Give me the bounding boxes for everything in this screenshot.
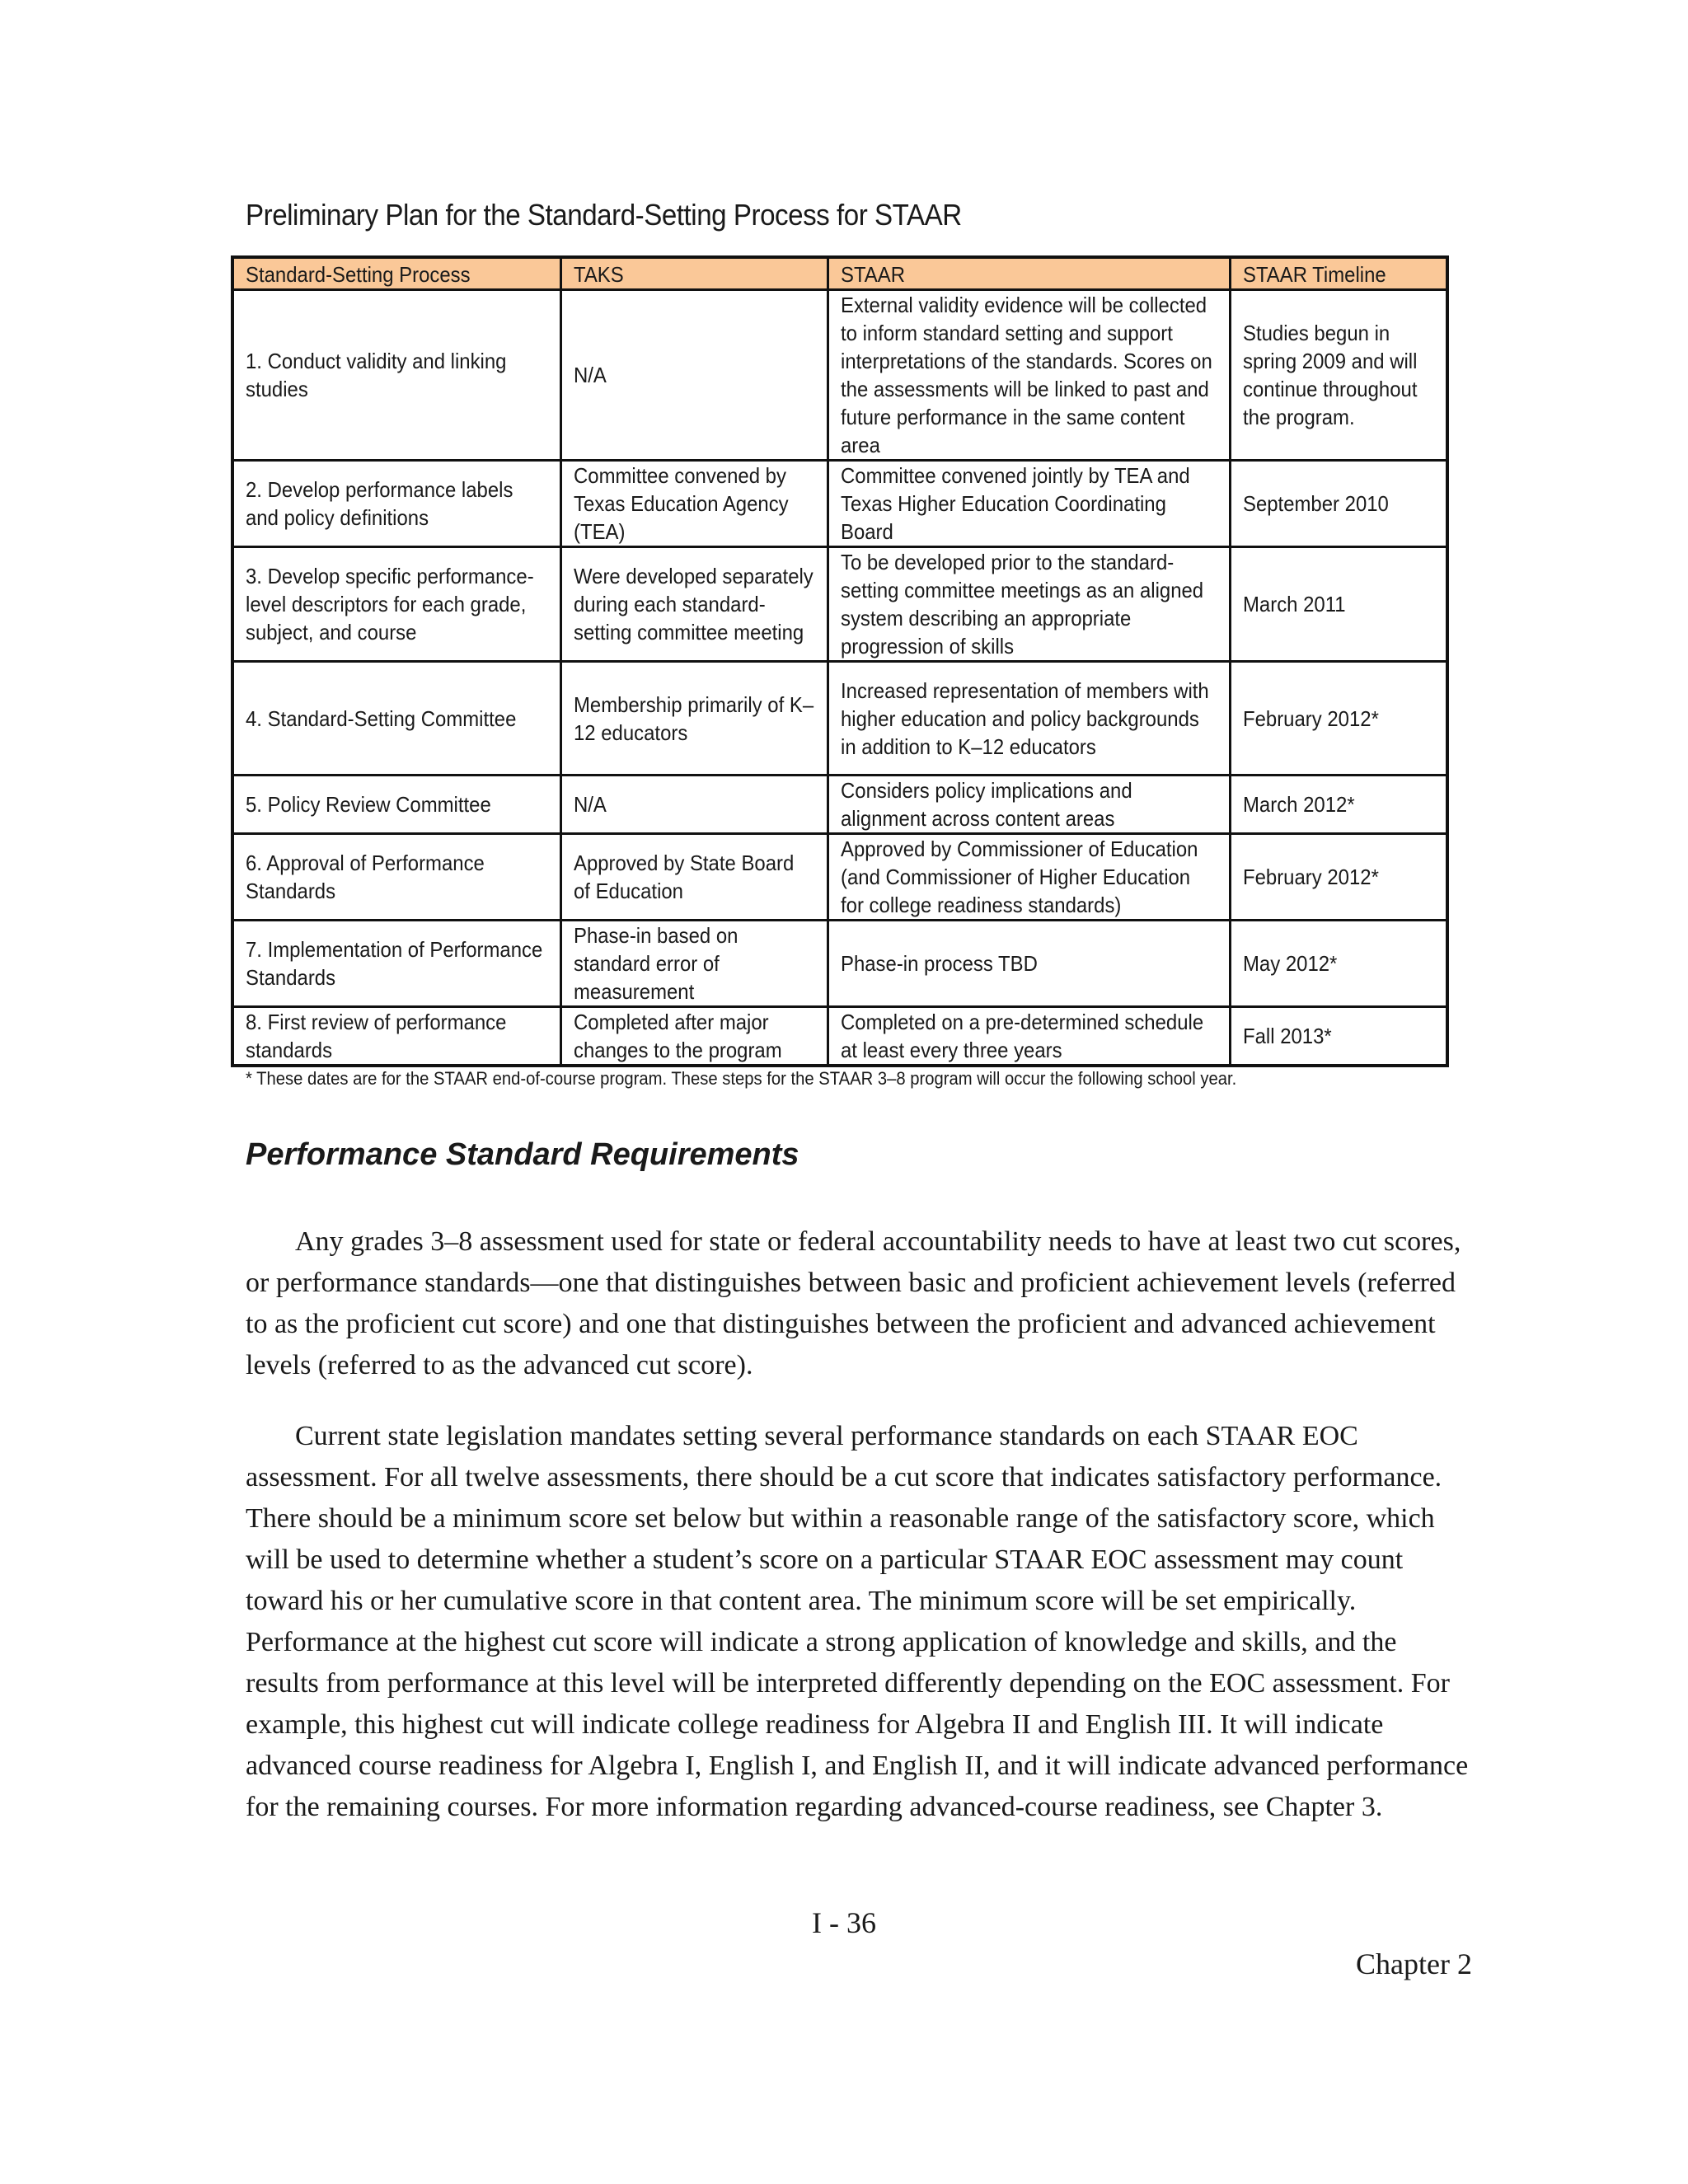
cell-taks: Committee convened by Texas Education Agency (TEA): [560, 461, 828, 547]
cell-taks: N/A: [560, 776, 828, 834]
body-paragraph: Any grades 3–8 assessment used for state or federal accountability needs to have at least two cut scores, or performance standards—one that distinguishes between basic and proficient achievement levels (referred to as the proficient cut score) and one that distinguishes between the proficient and advanced achievement levels (referred to as the advanced cut score).: [246, 1226, 1461, 1380]
table-row: [232, 461, 1447, 547]
cell-process: 4. Standard-Setting Committee: [232, 662, 560, 776]
section-heading: Performance Standard Requirements: [246, 1137, 799, 1172]
cell-timeline: March 2012*: [1230, 776, 1447, 834]
cell-timeline: Fall 2013*: [1230, 1007, 1447, 1066]
cell-staar: Approved by Commissioner of Education (and Commissioner of Higher Education for college readiness standards): [828, 834, 1230, 921]
chapter-label: Chapter 2: [1356, 1947, 1472, 1980]
table-row: [232, 662, 1447, 776]
table-title: Preliminary Plan for the Standard-Setting Process for STAAR: [246, 198, 962, 232]
cell-timeline: March 2011: [1230, 547, 1447, 662]
cell-timeline: February 2012*: [1230, 662, 1447, 776]
table-row: [232, 1007, 1447, 1066]
cell-taks: Membership primarily of K–12 educators: [560, 662, 828, 776]
cell-timeline: February 2012*: [1230, 834, 1447, 921]
cell-taks: Approved by State Board of Education: [560, 834, 828, 921]
page-number: I - 36: [812, 1906, 876, 1939]
table-footnote: * These dates are for the STAAR end-of-course program. These steps for the STAAR 3–8 program will occur the following school year.: [246, 1068, 1237, 1089]
cell-staar: Committee convened jointly by TEA and Texas Higher Education Coordinating Board: [828, 461, 1230, 547]
cell-staar: External validity evidence will be collected to inform standard setting and support interpretations of the standards. Scores on the assessments will be linked to past and future performance in the same content area: [828, 290, 1230, 461]
table-header-row: [232, 257, 1447, 290]
cell-process: 6. Approval of Performance Standards: [232, 834, 560, 921]
table-row: [232, 547, 1447, 662]
cell-taks: Completed after major changes to the program: [560, 1007, 828, 1066]
cell-staar: To be developed prior to the standard-setting committee meetings as an aligned system describing an appropriate progression of skills: [828, 547, 1230, 662]
cell-staar: Completed on a pre-determined schedule at least every three years: [828, 1007, 1230, 1066]
column-header-timeline: STAAR Timeline: [1230, 257, 1447, 290]
cell-timeline: September 2010: [1230, 461, 1447, 547]
column-header-taks: TAKS: [560, 257, 828, 290]
column-header-staar: STAAR: [828, 257, 1230, 290]
cell-process: 1. Conduct validity and linking studies: [232, 290, 560, 461]
table-row: [232, 776, 1447, 834]
body-paragraph: Current state legislation mandates setting several performance standards on each STAAR EOC assessment. For all twelve assessments, there should be a cut score that indicates satisfactory performance. There should be a minimum score set below but within a reasonable range of the satisfactory score, which will be used to determine whether a student’s score on a particular STAAR EOC assessment may count toward his or her cumulative score in that content area. The minimum score will be set empirically. Performance at the highest cut score will indicate a strong application of knowledge and skills, and the results from performance at this level will be interpreted differently depending on the EOC assessment. For example, this highest cut will indicate college readiness for Algebra II and English III. It will indicate advanced course readiness for Algebra I, English I, and English II, and it will indicate advanced performance for the remaining courses. For more information regarding advanced-course readiness, see Chapter 3.: [246, 1421, 1469, 1822]
cell-timeline: Studies begun in spring 2009 and will continue throughout the program.: [1230, 290, 1447, 461]
cell-staar: Increased representation of members with higher education and policy backgrounds in addition to K–12 educators: [828, 662, 1230, 776]
column-header-process: Standard-Setting Process: [232, 257, 560, 290]
table-row: [232, 290, 1447, 461]
table-row: [232, 921, 1447, 1007]
cell-taks: Were developed separately during each standard-setting committee meeting: [560, 547, 828, 662]
cell-process: 5. Policy Review Committee: [232, 776, 560, 834]
table-row: [232, 834, 1447, 921]
cell-timeline: May 2012*: [1230, 921, 1447, 1007]
standard-setting-table: [231, 255, 1449, 1067]
cell-process: 8. First review of performance standards: [232, 1007, 560, 1066]
cell-process: 2. Develop performance labels and policy definitions: [232, 461, 560, 547]
cell-taks: Phase-in based on standard error of measurement: [560, 921, 828, 1007]
cell-process: 3. Develop specific performance-level descriptors for each grade, subject, and course: [232, 547, 560, 662]
cell-staar: Considers policy implications and alignment across content areas: [828, 776, 1230, 834]
cell-process: 7. Implementation of Performance Standards: [232, 921, 560, 1007]
cell-taks: N/A: [560, 290, 828, 461]
cell-staar: Phase-in process TBD: [828, 921, 1230, 1007]
